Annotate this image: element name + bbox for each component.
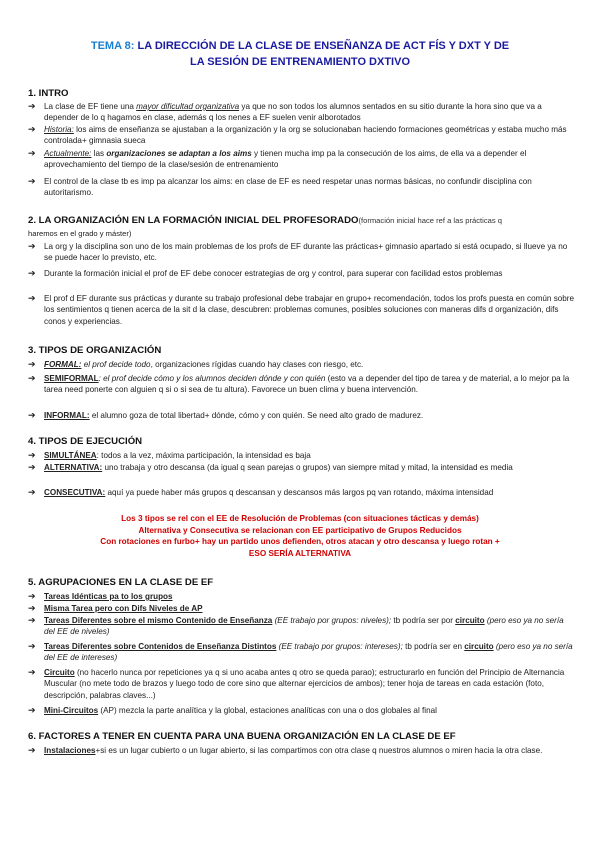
section-3-bullet-1: ➔ FORMAL: el prof decide todo, organizaciones rígidas cuando hay clases con riesgo, etc. (28, 359, 364, 369)
section-5-bullet-4: ➔ Tareas Diferentes sobre Contenidos de Enseñanza Distintos (EE trabajo por grupos: intereses); tb podría ser en circuito (pero eso ya no sería del EE de intereses) (28, 641, 573, 663)
arrow-right-icon: ➔ (28, 462, 36, 472)
section-4-bullet-2: ➔ ALTERNATIVA: uno trabaja y otro descansa (da igual q sean parejas o grupos) van siempre mitad y mitad, la intensidad es media (28, 462, 513, 472)
arrow-right-icon: ➔ (28, 705, 36, 715)
highlight-note (60, 513, 540, 559)
section-4-heading: 4. TIPOS DE EJECUCIÓN (28, 436, 143, 447)
arrow-right-icon: ➔ (28, 603, 36, 613)
section-1-bullet-3: ➔ Actualmente: las organizaciones se adaptan a los aims y tienen mucha imp pa la consecución de los aims, de ella va a depender el aprovechamiento del tiempo de la clase/sesión de entrenamiento (28, 148, 527, 170)
section-4-bullet-3: ➔ CONSECUTIVA: aquí ya puede haber más grupos q descansan y descansos más largos pq van rotando, máxima intensidad (28, 487, 494, 497)
highlight-line-2: Alternativa y Consecutiva se relacionan con EE participativo de Grupos Reducidos (138, 525, 462, 535)
section-3-heading: 3. TIPOS DE ORGANIZACIÓN (28, 345, 162, 356)
arrow-right-icon: ➔ (28, 745, 36, 755)
section-1-bullet-4: ➔ El control de la clase tb es imp pa alcanzar los aims: en clase de EF es need respetar unas normas básicas, no confundir disciplina con autoritarismo. (28, 176, 532, 198)
arrow-right-icon: ➔ (28, 591, 36, 601)
title-line-1 (40, 38, 560, 54)
section-3-bullet-2: ➔ SEMIFORMAL: el prof decide cómo y los alumnos deciden dónde y con quién (esto va a depender del tipo de tarea y de material, a lo mejor pa la tarea need ponerte con alguien q si o si sea de tu altura). Favorece un buen clima y buena intervención. (28, 373, 570, 395)
arrow-right-icon: ➔ (28, 641, 36, 651)
section-5-bullet-2: ➔ Misma Tarea pero con Difs Niveles de AP (28, 603, 203, 613)
arrow-right-icon: ➔ (28, 293, 36, 303)
title-lead: TEMA 8: (90, 40, 135, 52)
arrow-right-icon: ➔ (28, 615, 36, 625)
section-1-heading: 1. INTRO (28, 88, 69, 99)
arrow-right-icon: ➔ (28, 487, 36, 497)
section-2-bullet-1: ➔ La org y la disciplina son uno de los main problemas de los profs de EF durante las prácticas+ gimnasio apartado si está ocupado, si llueve ya no se puede hacer lo previsto, etc. (28, 241, 568, 263)
section-1-bullet-1: ➔ La clase de EF tiene una mayor dificultad organizativa ya que no son todos los alumnos sentados en su sitio durante la hora sino que va a depender de lo q hagamos en clase, además q los nenes a EF suelen venir alborotados (28, 101, 542, 123)
arrow-right-icon: ➔ (28, 124, 36, 134)
section-5-bullet-5: ➔ Circuito (no hacerlo nunca por repeticiones ya q si uno acaba antes q otro se queda parao); estructurarlo en función del Principio de Alternancia Muscular (no mete todo de brazos y luego todo de core sino que alternar ejercicios de ambos); tener hoja de tareas en cada estación (foto, descripción, palabras claves...) (28, 667, 565, 700)
arrow-right-icon: ➔ (28, 373, 36, 383)
arrow-right-icon: ➔ (28, 241, 36, 251)
section-1-bullet-2: ➔ Historia: los aims de enseñanza se ajustaban a la organización y la org se solucionaban haciendo formaciones geométricas y estaba mucho más controlada+ gimnasia sueca (28, 124, 567, 146)
highlight-line-4: ESO SERÍA ALTERNATIVA (248, 548, 352, 558)
highlight-line-1: Los 3 tipos se rel con el EE de Resolución de Problemas (con situaciones tácticas y demás) (121, 514, 479, 523)
highlight-line-3: Con rotaciones en furbo+ hay un partido unos defienden, otros atacan y otro descansa y luego rotan + (100, 537, 500, 547)
arrow-right-icon: ➔ (28, 148, 36, 158)
section-5-bullet-1: ➔ Tareas Idénticas pa to los grupos (28, 591, 173, 601)
arrow-right-icon: ➔ (28, 667, 36, 677)
section-6-bullet-1: ➔ Instalaciones+si es un lugar cubierto o un lugar abierto, si las compartimos con otra clase q nuestros alumnos o miren hacia la otra clase. (28, 745, 543, 755)
arrow-right-icon: ➔ (28, 450, 36, 460)
section-4-bullet-1: ➔ SIMULTÁNEA: todos a la vez, máxima participación, la intensidad es baja (28, 450, 311, 460)
section-6-heading: 6. FACTORES A TENER EN CUENTA PARA UNA BUENA ORGANIZACIÓN EN LA CLASE DE EF (28, 731, 456, 742)
arrow-right-icon: ➔ (28, 176, 36, 186)
section-3-bullet-3: ➔ INFORMAL: el alumno goza de total libertad+ dónde, cómo y con quién. Se need alto grado de madurez. (28, 410, 424, 420)
arrow-right-icon: ➔ (28, 359, 36, 369)
section-5-bullet-6: ➔ Mini-Circuitos (AP) mezcla la parte analítica y la global, estaciones analíticas con una o dos globales al final (28, 705, 437, 715)
document-title (40, 38, 560, 70)
arrow-right-icon: ➔ (28, 410, 36, 420)
arrow-right-icon: ➔ (28, 268, 36, 278)
section-2-note-continued: haremos en el grado y máster) (28, 229, 132, 238)
title-line-2: LA SESIÓN DE ENTRENAMIENTO DXTIVO (189, 56, 411, 68)
section-5-bullet-3: ➔ Tareas Diferentes sobre el mismo Contenido de Enseñanza (EE trabajo por grupos: niveles); tb podría ser por circuito (pero eso ya no sería del EE de niveles) (28, 615, 564, 637)
section-2-note: (formación inicial hace ref a las prácticas q (358, 216, 502, 225)
section-2-heading: 2. LA ORGANIZACIÓN EN LA FORMACIÓN INICIAL DEL PROFESORADO(formación inicial hace ref a las prácticas q (28, 215, 502, 226)
section-2-bullet-2: ➔ Durante la formación inicial el prof de EF debe conocer estrategias de org y control, para superar con facilidad estos problemas (28, 268, 503, 278)
title-line-1-text: LA DIRECCIÓN DE LA CLASE DE ENSEÑANZA DE ACT FÍS Y DXT Y DE (134, 40, 510, 52)
section-2-bullet-3: ➔ El prof d EF durante sus prácticas y durante su trabajo profesional debe trabajar en grupo+ recomendación, todos los profs puesta en común sobre los sentimientos q tienen acerca de la sit d la clase, descubren: problemas comunes, posibles soluciones con maneras difs d organización, difs conos y experiencias. (28, 293, 575, 326)
section-5-heading: 5. AGRUPACIONES EN LA CLASE DE EF (28, 577, 214, 588)
arrow-right-icon: ➔ (28, 101, 36, 111)
